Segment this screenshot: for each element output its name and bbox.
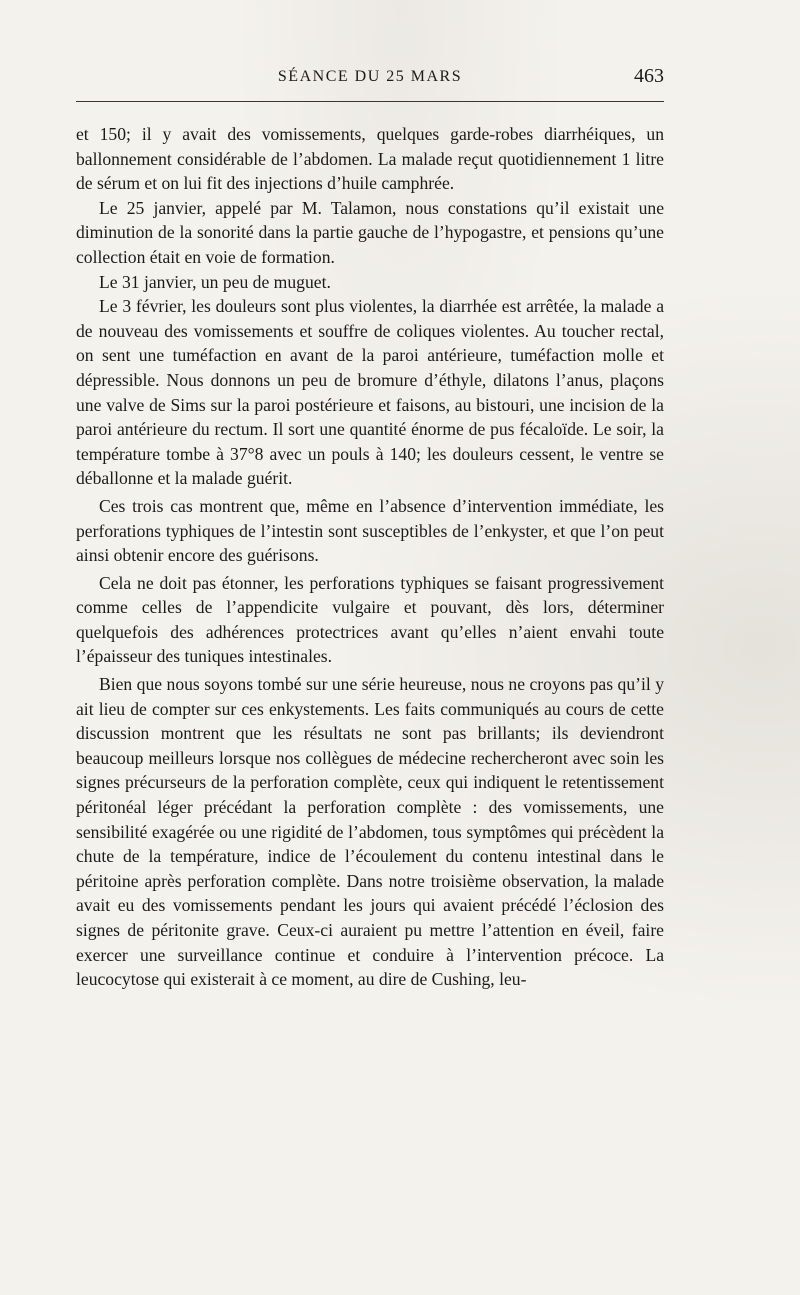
paragraph: Ces trois cas montrent que, même en l’absence d’intervention immédiate, les perforations typhiques de l’intestin sont susceptibles de l’enkyster, et que l’on peut ainsi obtenir encore des guérisons. (76, 495, 664, 566)
header-rule (76, 101, 664, 102)
paragraph: Le 31 janvier, un peu de muguet. (99, 271, 331, 292)
paragraph: Cela ne doit pas étonner, les perforations typhiques se faisant progressivement comme celles de l’appendicite vulgaire et pouvant, dès lors, déterminer quelquefois des adhérences protectrices avant qu’elles n’aient envahi toute l’épaisseur des tuniques intestinales. (76, 572, 664, 667)
body-text (76, 122, 664, 992)
paragraph: Bien que nous soyons tombé sur une série heureuse, nous ne croyons pas qu’il y ait lieu de compter sur ces enkystements. Les faits communiqués au cours de cette discussion montrent que les résultats ne sont pas brillants; ils deviendront beaucoup meilleurs lorsque nos collègues de médecine rechercheront avec soin les signes précurseurs de la perforation complète, ceux qui indiquent le retentissement péritonéal léger précédant la perforation complète : des vomissements, une sensibilité exagérée ou une rigidité de l’abdomen, tous symptômes qui précèdent la chute de la température, indice de l’écoulement du contenu intestinal dans le péritoine après perforation complète. Dans notre troisième observation, la malade avait eu des vomissements pendant les jours qui avaient précédé l’éclosion des signes de péritonite grave. Ceux-ci auraient pu mettre l’attention en éveil, faire exercer une surveillance continue et conduire à l’intervention précoce. La leucocytose qui existerait à ce moment, au dire de Cushing, leu- (76, 674, 664, 990)
page-header (76, 62, 664, 102)
paragraph: Le 25 janvier, appelé par M. Talamon, nous constations qu’il existait une diminution de la sonorité dans la partie gauche de l’hypogastre, et pensions qu’une collection était en voie de formation. (76, 197, 664, 267)
paragraph: Le 3 février, les douleurs sont plus violentes, la diarrhée est arrêtée, la malade a de nouveau des vomissements et souffre de coliques violentes. Au toucher rectal, on sent une tuméfaction en avant de la paroi antérieure, tuméfaction molle et dépressible. Nous donnons un peu de bromure d’éthyle, dilatons l’anus, plaçons une valve de Sims sur la paroi postérieure et faisons, au bistouri, une incision de la paroi antérieure du rectum. Il sort une quantité énorme de pus fécaloïde. Le soir, la température tombe à 37°8 avec un pouls à 140; les douleurs cessent, le ventre se déballonne et la malade guérit. (76, 296, 664, 489)
running-head: SÉANCE DU 25 MARS (277, 68, 463, 85)
page-number: 463 (634, 65, 664, 87)
paragraph-continuation: et 150; il y avait des vomissements, quelques garde-robes diarrhéiques, un ballonnement considérable de l’abdomen. La malade reçut quotidiennement 1 litre de sérum et on lui fit des injections d’huile camphrée. (76, 124, 664, 194)
